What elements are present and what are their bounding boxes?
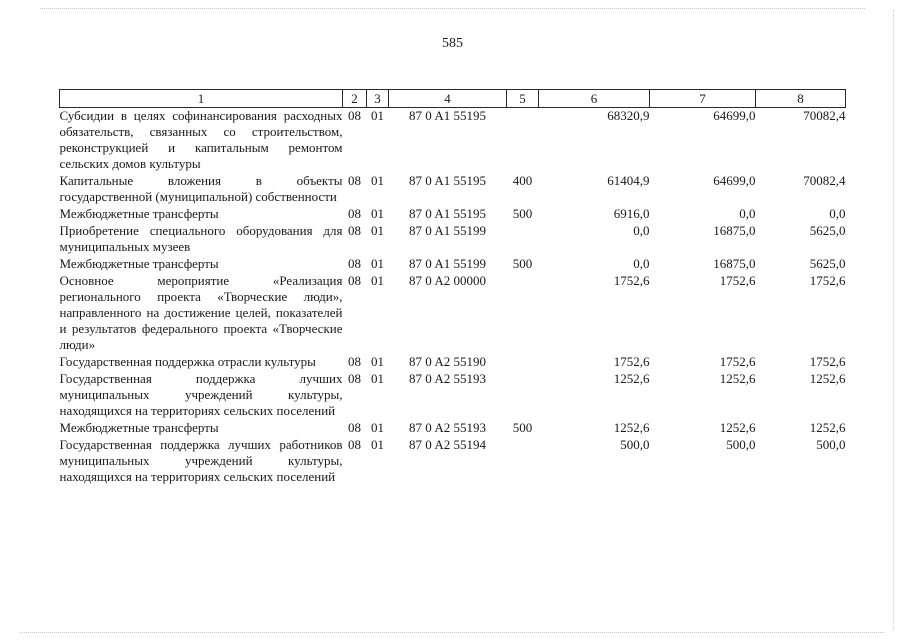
expense-type-code: 500	[512, 420, 533, 435]
target-article-code: 87 0 A1 55195	[409, 108, 486, 123]
amount-col-6: 61404,9	[607, 173, 650, 188]
amount-col-7: 1752,6	[719, 273, 756, 288]
amount-col-8: 0,0	[829, 206, 846, 221]
table-row	[60, 371, 846, 420]
row-description: Государственная поддержка отрасли культуры	[59, 354, 316, 369]
subsection-code: 01	[371, 223, 384, 238]
amount-col-7: 64699,0	[713, 108, 756, 123]
amount-col-7: 1252,6	[719, 371, 756, 386]
amount-col-6: 6916,0	[613, 206, 650, 221]
section-code: 08	[348, 371, 361, 386]
amount-col-6: 68320,9	[607, 108, 650, 123]
amount-col-8: 70082,4	[803, 173, 846, 188]
row-description: Межбюджетные трансферты	[59, 256, 219, 271]
column-header-2: 2	[343, 90, 367, 108]
subsection-code: 01	[371, 354, 384, 369]
subsection-code: 01	[371, 437, 384, 452]
amount-col-8: 1252,6	[809, 420, 846, 435]
subsection-code: 01	[371, 206, 384, 221]
amount-col-7: 64699,0	[713, 173, 756, 188]
subsection-code: 01	[371, 273, 384, 288]
amount-col-8: 5625,0	[809, 223, 846, 238]
budget-table	[59, 89, 846, 486]
expense-type-code: 500	[512, 256, 533, 271]
amount-col-6: 0,0	[633, 223, 650, 238]
expense-type-code: 400	[512, 173, 533, 188]
subsection-code: 01	[371, 371, 384, 386]
table-row	[60, 273, 846, 354]
column-header-8: 8	[756, 90, 846, 108]
row-description: Субсидии в целях софинансирования расходных обязательств, связанных со строительством, реконструкцией и капитальным ремонтом сельских домов культуры	[59, 108, 343, 171]
amount-col-8: 5625,0	[809, 256, 846, 271]
target-article-code: 87 0 A2 00000	[409, 273, 486, 288]
amount-col-8: 1752,6	[809, 354, 846, 369]
amount-col-6: 0,0	[633, 256, 650, 271]
target-article-code: 87 0 A2 55190	[409, 354, 486, 369]
target-article-code: 87 0 A1 55195	[409, 173, 486, 188]
section-code: 08	[348, 437, 361, 452]
section-code: 08	[348, 108, 361, 123]
amount-col-8: 70082,4	[803, 108, 846, 123]
amount-col-8: 1752,6	[809, 273, 846, 288]
subsection-code: 01	[371, 108, 384, 123]
section-code: 08	[348, 273, 361, 288]
subsection-code: 01	[371, 420, 384, 435]
table-row	[60, 420, 846, 437]
column-header-5: 5	[507, 90, 539, 108]
row-description: Межбюджетные трансферты	[59, 206, 219, 221]
table-row	[60, 108, 846, 174]
table-row	[60, 223, 846, 256]
section-code: 08	[348, 256, 361, 271]
row-description: Государственная поддержка лучших муниципальных учреждений культуры, находящихся на территориях сельских поселений	[59, 371, 343, 418]
table-row	[60, 437, 846, 486]
amount-col-6: 1252,6	[613, 420, 650, 435]
column-header-4: 4	[389, 90, 507, 108]
section-code: 08	[348, 206, 361, 221]
scan-edge-bottom	[20, 632, 885, 633]
amount-col-6: 1252,6	[613, 371, 650, 386]
section-code: 08	[348, 223, 361, 238]
table-body	[60, 108, 846, 487]
page-number: 585	[442, 36, 463, 51]
subsection-code: 01	[371, 173, 384, 188]
target-article-code: 87 0 A2 55194	[409, 437, 486, 452]
column-header-6: 6	[539, 90, 650, 108]
subsection-code: 01	[371, 256, 384, 271]
expense-type-code	[507, 354, 539, 371]
table-header-row	[60, 90, 846, 108]
row-description: Государственная поддержка лучших работников муниципальных учреждений культуры, находящихся на территориях сельских поселений	[59, 437, 343, 484]
section-code: 08	[348, 354, 361, 369]
target-article-code: 87 0 A1 55195	[409, 206, 486, 221]
column-header-7: 7	[650, 90, 756, 108]
section-code: 08	[348, 173, 361, 188]
expense-type-code	[507, 273, 539, 354]
target-article-code: 87 0 A1 55199	[409, 223, 486, 238]
target-article-code: 87 0 A1 55199	[409, 256, 486, 271]
amount-col-7: 1252,6	[719, 420, 756, 435]
amount-col-6: 500,0	[620, 437, 650, 452]
amount-col-7: 500,0	[726, 437, 756, 452]
column-header-1: 1	[60, 90, 343, 108]
scan-edge-top	[40, 8, 865, 9]
table-row	[60, 354, 846, 371]
amount-col-7: 16875,0	[713, 256, 756, 271]
amount-col-6: 1752,6	[613, 273, 650, 288]
row-description: Основное мероприятие «Реализация регионального проекта «Творческие люди», направленного на достижение целей, показателей и результатов федерального проекта «Творческие люди»	[59, 273, 343, 352]
amount-col-8: 1252,6	[809, 371, 846, 386]
row-description: Капитальные вложения в объекты государственной (муниципальной) собственности	[59, 173, 343, 204]
amount-col-7: 0,0	[739, 206, 756, 221]
amount-col-8: 500,0	[816, 437, 846, 452]
target-article-code: 87 0 A2 55193	[409, 371, 486, 386]
section-code: 08	[348, 420, 361, 435]
amount-col-6: 1752,6	[613, 354, 650, 369]
target-article-code: 87 0 A2 55193	[409, 420, 486, 435]
expense-type-code	[507, 437, 539, 486]
expense-type-code	[507, 371, 539, 420]
table-row	[60, 206, 846, 223]
table-row	[60, 256, 846, 273]
table-row	[60, 173, 846, 206]
row-description: Межбюджетные трансферты	[59, 420, 219, 435]
expense-type-code	[507, 223, 539, 256]
scan-edge-right	[893, 10, 894, 630]
expense-type-code: 500	[512, 206, 533, 221]
amount-col-7: 1752,6	[719, 354, 756, 369]
column-header-3: 3	[367, 90, 389, 108]
row-description: Приобретение специального оборудования для муниципальных музеев	[59, 223, 343, 254]
amount-col-7: 16875,0	[713, 223, 756, 238]
expense-type-code	[507, 108, 539, 174]
